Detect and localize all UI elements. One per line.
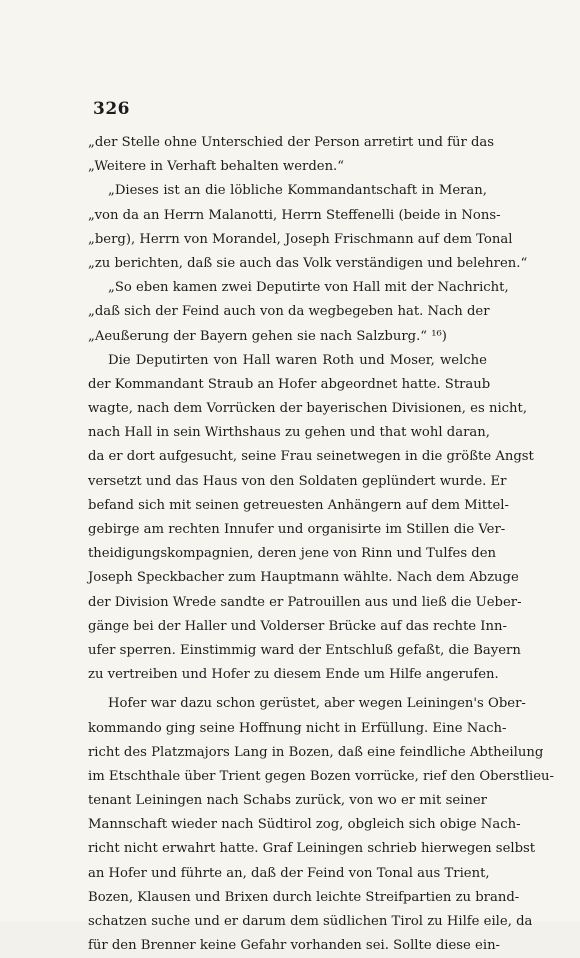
text-line: „von da an Herrn Malanotti, Herrn Steffenelli (beide in Nons- xyxy=(88,207,501,223)
text-line: für den Brenner keine Gefahr vorhanden sei. Sollte diese ein- xyxy=(88,938,501,954)
text-line: Joseph Speckbacher zum Hauptmann wählte. Nach dem Abzuge xyxy=(88,570,519,586)
text-line: im Etschthale über Trient gegen Bozen vorrücke, rief den Oberstlieu- xyxy=(88,768,554,784)
text-line: nach Hall in sein Wirthshaus zu gehen und that wohl daran, xyxy=(88,425,490,441)
text-line: „zu berichten, daß sie auch das Volk verständigen und belehren.“ xyxy=(88,255,528,271)
text-line: befand sich mit seinen getreuesten Anhängern auf dem Mittel- xyxy=(88,497,509,513)
text-line: „Dieses ist an die löbliche Kommandantschaft in Meran, xyxy=(108,183,487,199)
text-line: wagte, nach dem Vorrücken der bayerischen Divisionen, es nicht, xyxy=(88,401,528,417)
text-line: zu vertreiben und Hofer zu diesem Ende um Hilfe angerufen. xyxy=(88,667,499,683)
text-line: an Hofer und führte an, daß der Feind von Tonal aus Trient, xyxy=(88,865,490,881)
text-line: gänge bei der Haller und Volderser Brücke auf das rechte Inn- xyxy=(88,618,507,634)
text-line: „der Stelle ohne Unterschied der Person arretirt und für das xyxy=(88,135,495,150)
text-line: gebirge am rechten Innufer und organisirte im Stillen die Ver- xyxy=(88,522,506,537)
text-line: „berg), Herrn von Morandel, Joseph Frischmann auf dem Tonal xyxy=(88,231,513,247)
text-line: ufer sperren. Einstimmig ward der Entschluß gefaßt, die Bayern xyxy=(88,642,521,658)
text-line: „Aeußerung der Bayern gehen sie nach Salzburg.“ ¹⁶) xyxy=(88,328,447,344)
text-line: „Weitere in Verhaft behalten werden.“ xyxy=(88,159,344,175)
text-line: theidigungskompagnien, deren jene von Rinn und Tulfes den xyxy=(88,546,497,562)
text-line: richt nicht erwahrt hatte. Graf Leiningen schrieb hierwegen selbst xyxy=(88,841,536,857)
text-line: der Kommandant Straub an Hofer abgeordnet hatte. Straub xyxy=(88,376,491,392)
page-number: 326 xyxy=(93,99,130,119)
body-text xyxy=(88,131,554,958)
text-line: richt des Platzmajors Lang in Bozen, daß eine feindliche Abtheilung xyxy=(88,744,544,760)
text-line: „daß sich der Feind auch von da wegbegeben hat. Nach der xyxy=(88,304,490,320)
text-line: der Division Wrede sandte er Patrouillen aus und ließ die Ueber- xyxy=(88,594,522,610)
text-line: Die Deputirten von Hall waren Roth und Moser, welche xyxy=(108,352,487,368)
text-line: schatzen suche und er darum dem südlichen Tirol zu Hilfe eile, da xyxy=(88,914,533,929)
text-line: Bozen, Klausen und Brixen durch leichte Streifpartien zu brand- xyxy=(88,889,520,905)
text-line: versetzt und das Haus von den Soldaten geplündert wurde. Er xyxy=(88,473,507,489)
text-line: da er dort aufgesucht, seine Frau seinetwegen in die größte Angst xyxy=(88,449,534,465)
text-line: tenant Leiningen nach Schabs zurück, von wo er mit seiner xyxy=(88,793,487,809)
text-line: „So eben kamen zwei Deputirte von Hall mit der Nachricht, xyxy=(108,280,509,296)
text-line: Hofer war dazu schon gerüstet, aber wegen Leiningen's Ober- xyxy=(108,696,526,712)
text-line: kommando ging seine Hoffnung nicht in Erfüllung. Eine Nach- xyxy=(88,720,507,736)
text-line: Mannschaft wieder nach Südtirol zog, obgleich sich obige Nach- xyxy=(88,817,521,833)
